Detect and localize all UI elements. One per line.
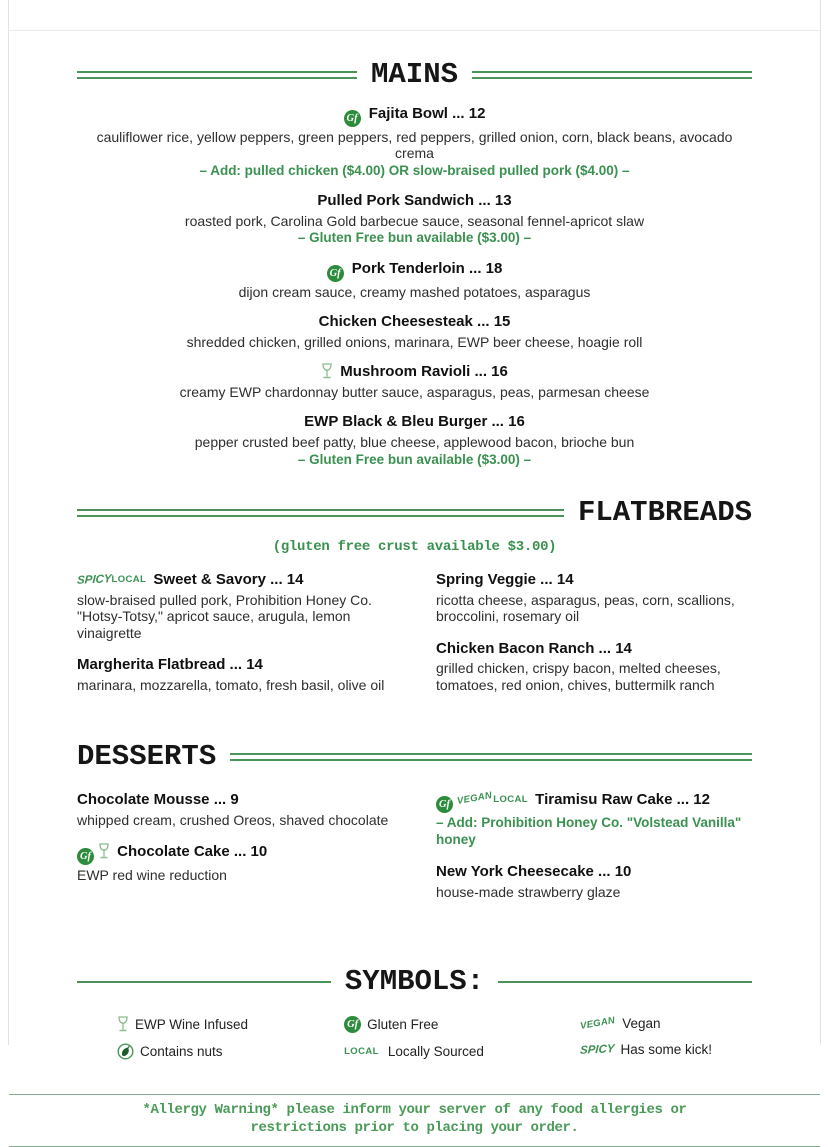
single-rule — [498, 981, 752, 983]
gluten-free-icon: Gf — [344, 110, 361, 127]
spicy-icon: SPICY — [76, 573, 112, 587]
wine-glass-icon — [117, 1016, 129, 1032]
wine-glass-icon — [321, 363, 336, 380]
item-description: roasted pork, Carolina Gold barbecue sauce, seasonal fennel-apricot slaw — [184, 212, 645, 229]
gluten-free-icon: Gf — [436, 796, 453, 813]
flatbreads-right-column — [436, 571, 752, 708]
item-title: Chocolate Mousse ... 9 — [77, 791, 239, 809]
contains-nuts-icon — [117, 1043, 134, 1060]
wine-glass-icon — [98, 843, 113, 860]
desserts-columns — [77, 791, 752, 915]
item-title: Chicken Cheesesteak ... 15 — [318, 313, 511, 331]
item-title: Chicken Bacon Ranch ... 14 — [436, 639, 632, 657]
symbol-label: Contains nuts — [140, 1044, 223, 1060]
item-description: EWP red wine reduction — [77, 867, 227, 884]
double-rule — [472, 71, 752, 79]
flatbreads-columns — [77, 571, 752, 708]
section-mains — [77, 60, 752, 468]
mains-header — [77, 60, 752, 89]
item-title: Mushroom Ravioli ... 16 — [77, 363, 752, 382]
item-title: Spring Veggie ... 14 — [436, 571, 574, 589]
flatbreads-left-column — [77, 571, 393, 708]
desserts-left-column — [77, 791, 393, 915]
item-description: whipped cream, crushed Oreos, shaved chocolate — [77, 811, 389, 828]
allergy-warning-text: *Allergy Warning* please inform your server of any food allergies or restrictions prior to placing your order. — [142, 1102, 687, 1136]
double-rule — [230, 753, 752, 761]
symbol-legend-row — [117, 1016, 248, 1032]
menu-item — [77, 105, 752, 179]
symbol-legend-row — [344, 1016, 438, 1033]
symbols-legend — [77, 1016, 752, 1060]
spicy-icon: SPICY — [579, 1042, 615, 1057]
symbol-label: Locally Sourced — [387, 1044, 484, 1060]
symbols-header — [77, 965, 752, 999]
item-description: creamy EWP chardonnay butter sauce, asparagus, peas, parmesan cheese — [179, 384, 650, 401]
section-desserts — [77, 742, 752, 915]
item-title: Pulled Pork Sandwich ... 13 — [317, 192, 512, 210]
menu-item — [436, 571, 752, 625]
mains-title: MAINS — [371, 58, 459, 91]
item-description: grilled chicken, crispy bacon, melted cheeses, tomatoes, red onion, chives, buttermilk ranch — [436, 660, 721, 693]
menu-item — [77, 313, 752, 350]
item-description: house-made strawberry glaze — [436, 883, 621, 900]
item-description: dijon cream sauce, creamy mashed potatoes, asparagus — [238, 283, 591, 300]
vegan-icon: VEGAN — [456, 790, 493, 808]
item-description: marinara, mozzarella, tomato, fresh basil, olive oil — [77, 676, 385, 693]
item-title: Gf Chocolate Cake ... 10 — [77, 843, 393, 865]
menu-item — [77, 413, 752, 468]
symbol-legend-row — [117, 1043, 223, 1060]
menu-item — [77, 791, 393, 828]
allergy-warning-strip — [9, 1094, 820, 1147]
desserts-right-column — [436, 791, 752, 915]
item-title: New York Cheesecake ... 10 — [436, 862, 632, 880]
mains-items — [77, 105, 752, 468]
item-description: shredded chicken, grilled onions, marinara, EWP beer cheese, hoagie roll — [186, 333, 643, 350]
gluten-free-icon: Gf — [327, 265, 344, 282]
menu-item — [436, 863, 752, 900]
item-description: ricotta cheese, asparagus, peas, corn, scallions, broccolini, rosemary oil — [436, 591, 735, 625]
item-title: Margherita Flatbread ... 14 — [77, 655, 263, 673]
vegan-icon: VEGAN — [579, 1015, 616, 1033]
symbol-legend-row — [580, 1016, 661, 1031]
item-title: EWP Black & Bleu Burger ... 16 — [304, 413, 525, 431]
local-icon: LOCAL — [493, 794, 529, 806]
symbol-label: Vegan — [622, 1016, 661, 1032]
item-title: Gf Fajita Bowl ... 12 — [77, 105, 752, 127]
gluten-free-icon: Gf — [77, 848, 94, 865]
item-title: SPICYLOCAL Sweet & Savory ... 14 — [76, 571, 304, 589]
section-flatbreads — [77, 498, 752, 708]
item-description: slow-braised pulled pork, Prohibition Honey Co. "Hotsy-Totsy," apricot sauce, arugula, lemon vinaigrette — [77, 591, 372, 641]
symbol-label: EWP Wine Infused — [135, 1016, 249, 1032]
desserts-header — [77, 740, 752, 774]
gluten-free-icon: Gf — [344, 1016, 361, 1033]
menu-item — [77, 260, 752, 300]
menu-item — [436, 791, 752, 848]
item-title: Gf Pork Tenderloin ... 18 — [77, 260, 752, 282]
flatbreads-header — [77, 496, 752, 530]
symbol-legend-row — [580, 1042, 712, 1057]
menu-page — [9, 30, 820, 1147]
local-icon: LOCAL — [111, 574, 147, 586]
item-note: – Add: pulled chicken ($4.00) OR slow-braised pulled pork ($4.00) – — [199, 162, 630, 178]
section-symbols — [77, 967, 752, 1060]
item-note: – Gluten Free bun available ($3.00) – — [297, 230, 532, 246]
menu-item — [77, 656, 393, 693]
symbol-label: Gluten Free — [367, 1017, 439, 1033]
symbol-legend-row — [344, 1044, 484, 1059]
single-rule — [77, 981, 331, 983]
item-title: Gf VEGANLOCAL Tiramisu Raw Cake ... 12 — [436, 791, 752, 813]
item-description: pepper crusted beef patty, blue cheese, applewood bacon, brioche bun — [194, 434, 635, 451]
flatbreads-title: FLATBREADS — [577, 496, 752, 530]
item-description: cauliflower rice, yellow peppers, green peppers, red peppers, grilled onion, corn, black beans, avocado crema — [96, 129, 733, 162]
item-note: – Gluten Free bun available ($3.00) – — [297, 451, 532, 467]
menu-item — [436, 640, 752, 694]
desserts-title: DESSERTS — [77, 740, 217, 774]
flatbreads-subtitle: (gluten free crust available $3.00) — [272, 539, 557, 556]
double-rule — [77, 509, 564, 517]
menu-item — [77, 192, 752, 247]
double-rule — [77, 71, 357, 79]
local-icon: LOCAL — [344, 1046, 379, 1058]
symbols-column — [117, 1016, 248, 1060]
item-note: – Add: Prohibition Honey Co. "Volstead Vanilla" honey — [436, 815, 742, 847]
symbols-title: SYMBOLS: — [344, 965, 485, 999]
menu-item — [77, 571, 393, 641]
menu-item — [77, 363, 752, 400]
symbols-column — [580, 1016, 712, 1060]
symbols-column — [344, 1016, 484, 1060]
symbol-label: Has some kick! — [620, 1042, 712, 1058]
menu-item — [77, 843, 393, 883]
